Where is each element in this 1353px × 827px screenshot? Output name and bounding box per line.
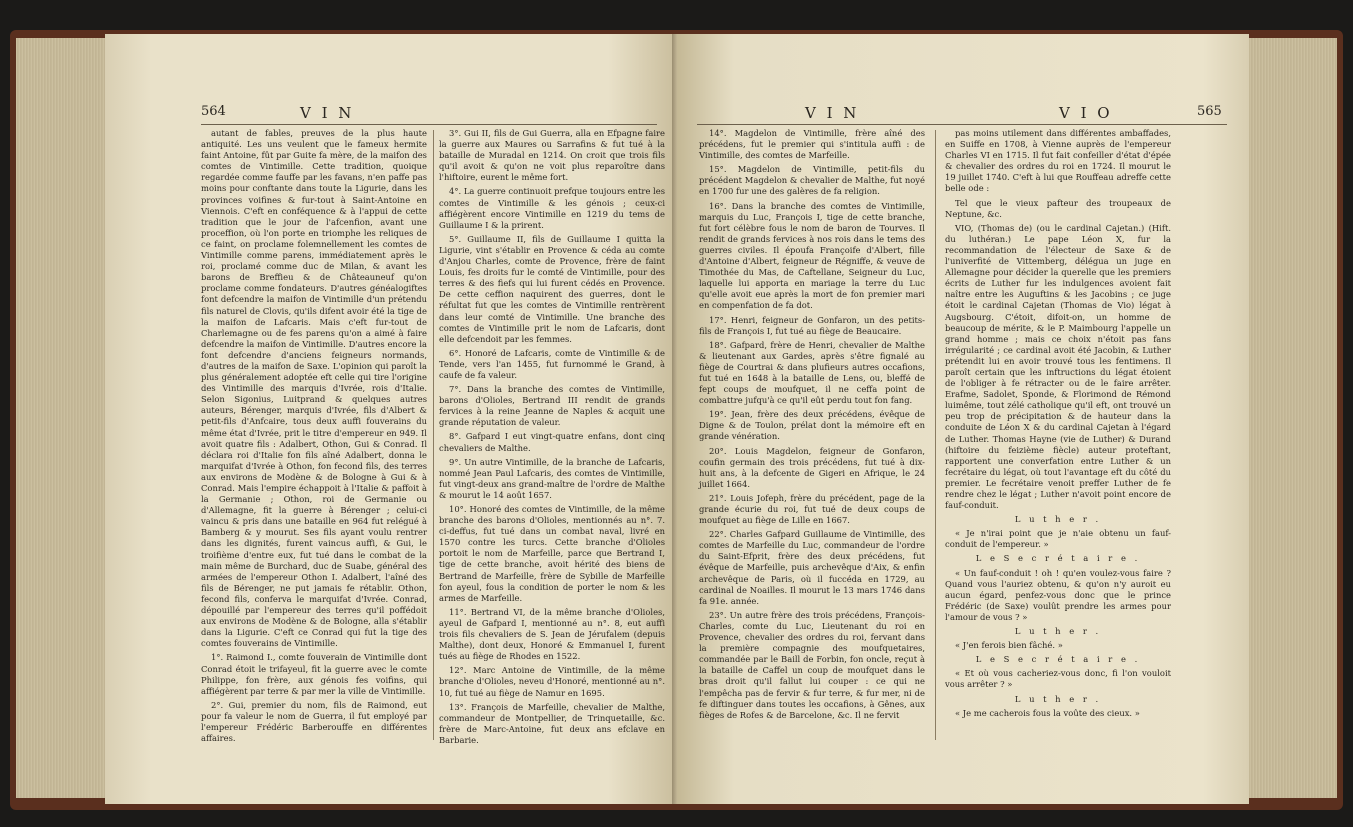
left-page-number: 564 [201,104,226,119]
right-running-head-left: V I N [805,104,860,122]
left-header-rule [201,124,657,125]
dialogue-line: « Je me cacherois fous la voûte des cieux. » [955,707,1140,718]
paragraph: 7°. Dans la branche des comtes de Vintimille, barons d'Olioles, Bertrand III rendit de grands fervices à la reine Jeanne de Naples & acquit une grande réputation de valeur. [439,384,665,428]
paragraph: 6°. Honoré de Lafcaris, comte de Vintimille & de Tende, vers l'an 1455, fut furnommé le Grand, à caufe de fa valeur. [439,347,665,380]
left-running-head: V I N [300,104,355,122]
left-column-2 [439,128,665,749]
left-column-1 [201,128,427,747]
paragraph: 14°. Magdelon de Vintimille, frère aîné des précédens, fut le premier qui s'intitula auffi : de Vintimille, des comtes de Marfeille. [699,128,925,161]
right-running-head-right: V I O [1059,104,1113,122]
paragraph: pas moins utilement dans différentes ambaffades, en Suiffe en 1708, à Vienne auprès de l'empereur Charles VI en 1715. Il fut fait confeiller d'état d'épée & chevalier des ordres du roi en 1724. Il mourut le 19 juillet 1740. C'eft à lui que Rouffeau adreffe cette belle ode : [945,128,1171,194]
right-page-number: 565 [1197,104,1222,119]
left-page [105,34,677,804]
paragraph: 13°. François de Marfeille, chevalier de Malthe, commandeur de Montpellier, de Trinquetaille, &c. frère de Marc-Antoine, fut deux ans efclave en Barbarie. [439,701,665,745]
paragraph: 12°. Marc Antoine de Vintimille, de la même branche d'Olioles, neveu d'Honoré, mentionné au n°. 10, fut tué au fiège de Namur en 1695. [439,665,665,698]
dialogue-line: « J'en ferois bien fâché. » [955,640,1063,651]
right-column-divider [935,130,936,740]
dialogue-speaker: L e S e c r é t a i r e . [975,654,1141,665]
paragraph: 10°. Honoré des comtes de Vintimille, de la même branche des barons d'Olioles, mentionnés au n°. 7. ci-deffus, fut tué dans un combat naval, livré en 1570 contre les turcs. Cette branche d'Olioles portoit le nom de Marfeille, parce que Bertrand I, tige de cette branche, avoit hérité des biens de Bertrand de Marfeille, frère de Sybille de Marfeille fon ayeul, fous la condition de porter le nom & les armes de Marfeille. [439,504,665,603]
right-column-1 [699,128,925,724]
dialogue-line: « Je n'irai point que je n'aie obtenu un fauf-conduit de l'empereur. » [945,528,1171,550]
right-page [677,34,1249,804]
paragraph: 19°. Jean, frère des deux précédens, évêque de Digne & de Toulon, prélat dont la mémoire eft en grande vénération. [699,409,925,442]
right-column-2 [945,128,1171,722]
page-edges-left [16,38,112,798]
paragraph: 18°. Gafpard, frère de Henri, chevalier de Malthe & lieutenant aux Gardes, après s'être fignalé au fiège de Courtrai & dans plufieurs autres occafions, fut tué en 1648 à la bataille de Lens, ou, bleffé de fept coups de moufquet, il ne ceffa point de combattre jufqu'à ce qu'il eût perdu tout fon fang. [699,339,925,406]
paragraph: VIO, (Thomas de) (ou le cardinal Cajetan.) (Hift. du luthéran.) Le pape Léon X, fur la recommandation de l'électeur de Saxe & de l'univerfité de Vittemberg, délégua un juge en Allemagne pour décider la querelle que les premiers écrits de Luther fur les indulgences avoient fait naître entre les Auguftins & les Jacobins ; ce juge étoit le cardinal Cajetan (Thomas de Vio) légat à Augsbourg. C'étoit, difoit-on, un homme de beaucoup de mérite, & le P. Maimbourg l'appelle un grand homme ; mais ce choix n'étoit pas fans irrégularité ; ce cardinal avoit été Jacobin, & Luther prétendit lui en avoir trouvé tous les fentimens. Il paroît certain que les inftructions du légat étoient de l'obliger à fe rétracter ou de le faire arrêter. Erafme, Sadolet, Sponde, & Florimond de Rémond luimême, tout zélé catholique qu'il eft, ont trouvé un peu trop de précipitation & de hauteur dans la conduite de Léon X & du cardinal Cajetan à l'égard de Luther. Thomas Hayne (vie de Luther) & Durand (hiftoire du feizième fiècle) auteur proteftant, rapportent une converfation entre Luther & un fecrétaire du légat, où tout l'avantage eft du côté du premier. Le fecrétaire venoit preffer Luther de fe rendre chez le légat ; Luther n'avoit point encore de fauf-conduit. [945,222,1171,511]
dialogue-speaker: L u t h e r . [1014,626,1102,637]
right-header-rule [697,124,1227,125]
paragraph: 8°. Gafpard I eut vingt-quatre enfans, dont cinq chevaliers de Malthe. [439,431,665,453]
paragraph: 22°. Charles Gafpard Guillaume de Vintimille, des comtes de Marfeille du Luc, commandeur de l'ordre du Saint-Efprit, frère des deux précédens, fut évêque de Marfeille, puis archevêque d'Aix, & enfin archevêque de Paris, où il fuccéda en 1729, au cardinal de Noailles. Il mourut le 13 mars 1746 dans fa 91e. année. [699,529,925,606]
paragraph: 2°. Gui, premier du nom, fils de Raimond, eut pour fa valeur le nom de Guerra, il fut employé par l'empereur Frédéric Barberouffe en différentes affaires. [201,699,427,744]
paragraph: 21°. Louis Jofeph, frère du précédent, page de la grande écurie du roi, fut tué de deux coups de moufquet au fiège de Lille en 1667. [699,492,925,526]
dialogue-speaker: L u t h e r . [1014,693,1102,704]
page-edges-right [1247,38,1337,798]
paragraph: 9°. Un autre Vintimille, de la branche de Lafcaris, nommé Jean Paul Lafcaris, des comtes de Vintimille, fut vingt-deux ans grand-maître de l'ordre de Malthe & mourut le 14 août 1657. [439,456,665,500]
left-column-divider [433,130,434,740]
dialogue-speaker: L u t h e r . [1014,514,1102,525]
dialogue-line: « Un fauf-conduit ! oh ! qu'en voulez-vous faire ? Quand vous l'auriez obtenu, & qu'on n'y auroit eu aucun égard, penfez-vous donc que le prince Frédéric (de Saxe) voulût prendre les armes pour l'amour de vous ? » [945,567,1171,622]
paragraph: 20°. Louis Magdelon, feigneur de Gonfaron, coufin germain des trois précédens, fut tué à dix-huit ans, à la defcente de Gigeri en Afrique, le 24 juillet 1664. [699,445,925,489]
paragraph: autant de fables, preuves de la plus haute antiquité. Les uns veulent que le fameux hermite faint Antoine, fût par Guite fa mère, de la maifon des comtes de Vintimille. Cette tradition, quoique regardée comme fauffe par les favans, n'en paffe pas moins pour conftante dans toute la Ligurie, dans les provinces voifines & fur-tout à Saint-Antoine en Viennois. C'eft en conféquence & à l'appui de cette tradition que le jour de l'afcenfion, avant une proceffion, où l'on porte en triomphe les reliques de ce faint, on proclame folemnellement les comtes de Vintimille comme parens, immédiatement après le roi, proclamé comme duc de Milan, & avant les barons de Breffieu & de Châteauneuf qu'on proclame comme fondateurs. D'autres généalogiftes font defcendre la maifon de Vintimille d'un prétendu fils naturel de Clovis, qu'ils difent avoir été la tige de la maifon de Lafcaris. Mais c'eft fur-tout de Charlemagne ou de fes parens qu'on a aimé à faire defcendre la maifon de Vintimille. D'autres encore la font defcendre d'anciens feigneurs normands, d'autres de la maifon de Saxe. L'opinion qui paroît la plus généralement adoptée eft celle qui tire l'origine des Vintimille des marquis d'Ivrée, rois d'Italie. Selon Sigonius, Luitprand & quelques autres auteurs, Bérenger, marquis d'Ivrée, fils d'Albert & petit-fils d'Anfcaire, tous deux auffi fouverains du même état d'Ivrée, prit le titre d'empereur en 949. Il avoit quatre fils : Adalbert, Othon, Gui & Conrad. Il déclara roi d'Italie fon fils aîné Adalbert, donna le marquifat d'Ivrée à Othon, fon fecond fils, des terres aux environs de Modène & de Bologne à Gui & à Conrad. Mais l'empire échappoit à l'Italie & paffoit à la Germanie ; Othon, roi de Germanie ou d'Allemagne, fit la guerre à Bérenger ; celui-ci vaincu & pris dans une bataille en 964 fut relégué à Bamberg & y mourut. Ses fils ayant voulu rentrer dans les dignités, furent vaincus auffi, & Gui, le troifième d'entre eux, fut tué dans le combat de la main même de Burchard, duc de Suabe, général des armées de l'empereur Othon I. Adalbert, l'aîné des fils de Bérenger, ne put jamais fe rétablir. Othon, fecond fils, conferva le marquifat d'Ivrée. Conrad, dépouillé par l'empereur des terres qu'il poffédoit aux environs de Modène & de Bologne, alla s'établir dans la Ligurie. C'eft ce Conrad qui fut la tige des comtes fouverains de Vintimille. [201,128,427,649]
paragraph: 3°. Gui II, fils de Gui Guerra, alla en Efpagne faire la guerre aux Maures ou Sarrafins & fut tué à la bataille de Muradal en 1214. On croit que trois fils qu'il avoit & qu'on ne voit plus reparoître dans l'hiftoire, eurent le même fort. [439,128,665,183]
paragraph: 15°. Magdelon de Vintimille, petit-fils du précédent Magdelon & chevalier de Malthe, fut noyé en 1700 fur une des galères de fa religion. [699,164,925,197]
paragraph: 5°. Guillaume II, fils de Guillaume I quitta la Ligurie, vint s'établir en Provence & céda au comte d'Anjou Charles, comte de Provence, frère de faint Louis, fes droits fur le comté de Vintimille, pour des terres & des fiefs qui lui furent cédés en Provence. De cette ceffion naquirent des guerres, dont le réfultat fut que les comtes de Vintimille rentrèrent dans leur comté de Vintimille. Une branche des comtes de Vintimille prit le nom de Lafcaris, dont elle defcendoit par les femmes. [439,233,665,344]
paragraph: 16°. Dans la branche des comtes de Vintimille, marquis du Luc, François I, tige de cette branche, fut fort célèbre fous le nom de baron de Tourves. Il rendit de grands fervices à nos rois dans le tems des guerres civiles. Il époufa Françoife d'Albert, fille d'Antoine d'Albert, feigneur de Régniffe, & veuve de Timothée du Mas, de Caftellane, Seigneur du Luc, laquelle lui apporta en mariage la terre du Luc qu'elle avoit eue après la mort de fon premier mari en compenfation de fa dot. [699,200,925,311]
paragraph: Tel que le vieux pafteur des troupeaux de Neptune, &c. [945,197,1171,219]
paragraph: 11°. Bertrand VI, de la même branche d'Olioles, ayeul de Gafpard I, mentionné au n°. 8, eut auffi trois fils chevaliers de S. Jean de Jérufalem (depuis Malthe), dont deux, Honoré & Emmanuel I, furent tués au fiège de Rhodes en 1522. [439,606,665,662]
paragraph: 4°. La guerre continuoit prefque toujours entre les comtes de Vintimille & les génois ; ceux-ci affiégèrent encore Vintimille en 1219 du tems de Guillaume I & la prirent. [439,186,665,230]
paragraph: 1°. Raimond I., comte fouverain de Vintimille dont Conrad étoit le trifayeul, fit la guerre avec le comte Philippe, fon frère, aux génois fes voifins, qui affiégèrent par terre & par mer la ville de Vintimille. [201,652,427,696]
paragraph: 17°. Henri, feigneur de Gonfaron, un des petits-fils de François I, fut tué au fiège de Beaucaire. [699,314,925,336]
dialogue-line: « Et où vous cacheriez-vous donc, fi l'on vouloit vous arrêter ? » [945,668,1171,690]
paragraph: 23°. Un autre frère des trois précédens, François-Charles, comte du Luc, Lieutenant du roi en Provence, chevalier des ordres du roi, fervant dans la première compagnie des moufquetaires, commandée par le Baill de Forbin, fon oncle, reçut à la bataille de Caffel un coup de moufquet dans le bras droit qu'il fallut lui couper : ce qui ne l'empêcha pas de fervir & fur terre, & fur mer, ni de fe diftinguer dans toutes les occafions, à Gênes, aux fièges de Rofes & de Barcelone, &c. Il ne fervit [699,609,925,720]
dialogue-speaker: L e S e c r é t a i r e . [975,553,1141,564]
